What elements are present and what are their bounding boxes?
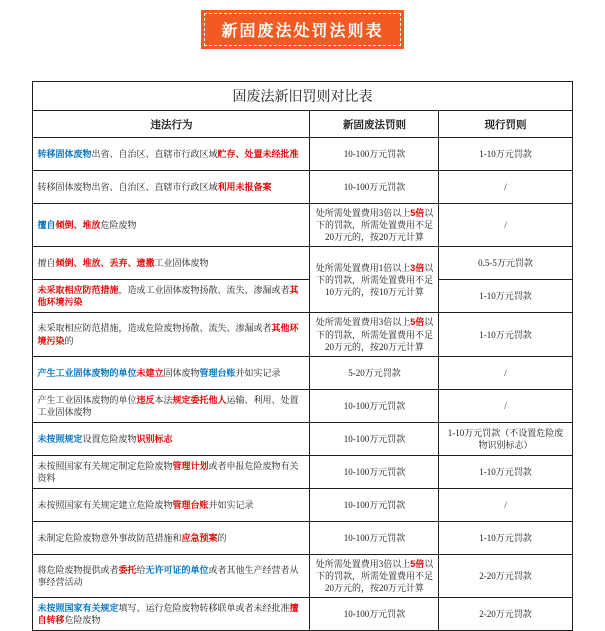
text-segment: 未按照国家有关规定制定危险废物 (37, 460, 173, 471)
text-segment: 2-20万元罚款 (479, 609, 532, 620)
text-segment: 1-10万元罚款 (479, 532, 532, 543)
new-penalty-cell (310, 247, 439, 313)
current-penalty-cell (439, 280, 572, 313)
text-segment: 10-100万元罚款 (343, 609, 406, 620)
text-segment: 1-10万元罚款 (479, 466, 532, 477)
current-penalty-cell (439, 171, 572, 204)
new-penalty-cell (310, 204, 439, 247)
highlight-text-segment: 倾倒、堆放、丢弃、遗撒 (55, 258, 155, 269)
text-segment: 出省、自治区、直辖市行政区域 (91, 148, 218, 159)
comparison-table (32, 81, 572, 631)
text-segment: 并如实记录 (208, 499, 254, 510)
text-segment: 10-100万元罚款 (343, 466, 406, 477)
text-segment: / (504, 181, 507, 192)
table-title: 固废法新旧罚则对比表 (33, 82, 572, 111)
highlight-text-segment: 倾倒、堆放 (55, 220, 101, 231)
current-penalty-cell (439, 313, 572, 356)
text-segment: 10-100万元罚款 (343, 148, 406, 159)
highlight-text-segment: 5倍 (410, 558, 425, 569)
new-penalty-cell (310, 598, 439, 631)
table-body (33, 138, 572, 631)
highlight-text-segment: 产生工业固体废物的单位 (37, 367, 137, 378)
highlight-text-segment: 管理台账 (172, 499, 209, 510)
column-header-current-penalty: 现行罚则 (439, 111, 572, 138)
highlight-text-segment: 未按照规定 (37, 433, 83, 444)
text-segment: 处所需处置费用3倍以上 (315, 208, 411, 218)
column-header-new-penalty: 新固废法罚则 (310, 111, 439, 138)
new-penalty-cell (310, 488, 439, 521)
text-segment: 0.5-5万元罚款 (478, 258, 533, 269)
text-segment: 将危险废物提供或者 (37, 564, 119, 575)
highlight-text-segment: 未按照国家有关规定 (37, 603, 119, 614)
text-segment: ，造成工业固体废物扬散、流失、渗漏或者 (118, 285, 290, 296)
text-segment: 1-10万元罚款 (479, 329, 532, 340)
new-penalty-cell (310, 313, 439, 356)
text-segment: / (504, 220, 507, 231)
highlight-text-segment: 3倍 (410, 262, 425, 273)
table-row (33, 389, 572, 422)
highlight-text-segment: 5倍 (410, 208, 425, 218)
table-row (33, 313, 572, 356)
text-segment: 运输、利用、处置工业固体废物 (37, 394, 299, 417)
text-segment: 以下的罚款，所需处置费用不足20万元的，按20万元计算 (315, 208, 434, 243)
table-row (33, 280, 572, 313)
table-head (33, 82, 572, 138)
column-header-row (33, 111, 572, 138)
highlight-text-segment: 擅自转移 (37, 603, 299, 626)
text-segment: 的 (217, 532, 227, 543)
table-row (33, 521, 572, 554)
current-penalty-cell (439, 422, 572, 455)
table-row (33, 247, 572, 280)
text-segment: 1-10万元罚款（不设置危险废物识别标志） (447, 427, 564, 450)
text-segment: 处所需处置费用1倍以上 (315, 262, 411, 273)
highlight-text-segment: 委托 (118, 564, 137, 575)
table-row (33, 422, 572, 455)
current-penalty-cell (439, 138, 572, 171)
highlight-text-segment: 规定委托他人 (172, 394, 227, 405)
new-penalty-cell (310, 422, 439, 455)
highlight-text-segment: 利用未报备案 (217, 181, 272, 192)
text-segment: 以下的罚款，所需处置费用不足20万元的，按20万元计算 (315, 317, 434, 352)
new-penalty-cell (310, 356, 439, 389)
text-segment: 擅自 (37, 258, 56, 269)
text-segment: 的 (64, 335, 74, 346)
behavior-cell (33, 455, 310, 488)
text-segment: 10-100万元罚款 (343, 499, 406, 510)
text-segment: 设置危险废物 (82, 433, 137, 444)
highlight-text-segment: 管理计划 (172, 460, 209, 471)
behavior-cell (33, 171, 310, 204)
text-segment: 10-100万元罚款 (343, 181, 406, 192)
text-segment: 给 (136, 564, 146, 575)
table-title-row (33, 82, 572, 111)
text-segment: 或者申报危险废物有关资料 (37, 460, 299, 483)
highlight-text-segment: 未采取相应防范措施 (37, 285, 119, 296)
text-segment: 5-20万元罚款 (348, 367, 401, 378)
behavior-cell (33, 204, 310, 247)
text-segment: / (504, 499, 507, 510)
highlight-text-segment: 贮存、处置未经批准 (217, 148, 299, 159)
text-segment: 10-100万元罚款 (343, 400, 406, 411)
highlight-text-segment: 未建立 (136, 367, 164, 378)
table-row (33, 598, 572, 631)
behavior-cell (33, 356, 310, 389)
table-row (33, 488, 572, 521)
table-row (33, 138, 572, 171)
text-segment: 转移固体废物出省、自治区、直辖市行政区域 (37, 181, 218, 192)
current-penalty-cell (439, 389, 572, 422)
new-penalty-cell (310, 171, 439, 204)
text-segment: 未采取相应防范措施，造成危险废物扬散、流失、渗漏或者 (37, 323, 272, 334)
highlight-text-segment: 5倍 (410, 317, 425, 328)
new-penalty-cell (310, 389, 439, 422)
behavior-cell (33, 138, 310, 171)
text-segment: 危险废物 (64, 615, 101, 626)
text-segment: 10-100万元罚款 (343, 532, 406, 543)
behavior-cell (33, 313, 310, 356)
behavior-cell (33, 488, 310, 521)
highlight-text-segment: 无许可证的单位 (145, 564, 209, 575)
highlight-text-segment: 其他环境污染 (37, 323, 299, 346)
text-segment: 危险废物 (100, 220, 137, 231)
behavior-cell (33, 389, 310, 422)
new-penalty-cell (310, 521, 439, 554)
text-segment: 以下的罚款，所需处置费用不足20万元的，按20万元计算 (315, 558, 434, 594)
behavior-cell (33, 521, 310, 554)
highlight-text-segment: 擅自 (37, 220, 56, 231)
text-segment: 处所需处置费用3倍以上 (315, 558, 411, 569)
text-segment: 以下的罚款，所需处置费用不足10万元的，按10万元计算 (315, 262, 434, 297)
text-segment: 产生工业固体废物的单位 (37, 394, 137, 405)
text-segment: 未按照国家有关规定建立危险废物 (37, 499, 173, 510)
text-segment: 并如实记录 (235, 367, 281, 378)
new-penalty-cell (310, 455, 439, 488)
current-penalty-cell (439, 488, 572, 521)
behavior-cell (33, 280, 310, 313)
highlight-text-segment: 应急预案 (181, 532, 218, 543)
highlight-text-segment: 转移固体废物 (37, 148, 92, 159)
text-segment: 10-100万元罚款 (343, 433, 406, 444)
table-row (33, 204, 572, 247)
text-segment: 未制定危险废物意外事故防范措施和 (37, 532, 182, 543)
table-row (33, 455, 572, 488)
text-segment: 1-10万元罚款 (479, 291, 532, 302)
highlight-text-segment: 管理台账 (199, 367, 236, 378)
text-segment: / (504, 400, 507, 411)
text-segment: 2-20万元罚款 (479, 570, 532, 581)
highlight-text-segment: 违反 (136, 394, 155, 405)
text-segment: 固体废物 (163, 367, 200, 378)
banner-title: 新固废法处罚法则表 (204, 13, 400, 46)
text-segment: 工业固体废物 (154, 258, 209, 269)
new-penalty-cell (310, 138, 439, 171)
highlight-text-segment: 识别标志 (136, 433, 173, 444)
current-penalty-cell (439, 247, 572, 280)
page-banner (201, 10, 403, 49)
current-penalty-cell (439, 521, 572, 554)
current-penalty-cell (439, 598, 572, 631)
current-penalty-cell (439, 356, 572, 389)
text-segment: 1-10万元罚款 (479, 148, 532, 159)
current-penalty-cell (439, 455, 572, 488)
behavior-cell (33, 247, 310, 280)
table-row (33, 171, 572, 204)
behavior-cell (33, 422, 310, 455)
highlight-text-segment: 其他环境污染 (37, 285, 299, 308)
text-segment: 本法 (154, 394, 173, 405)
column-header-behavior: 违法行为 (33, 111, 310, 138)
text-segment: 或者其他生产经营者从事经营活动 (37, 564, 299, 588)
behavior-cell (33, 598, 310, 631)
current-penalty-cell (439, 204, 572, 247)
text-segment: / (504, 367, 507, 378)
text-segment: 填写、运行危险废物转移联单或者未经批准 (118, 603, 290, 614)
table-row (33, 356, 572, 389)
text-segment: 处所需处置费用3倍以上 (315, 317, 411, 328)
